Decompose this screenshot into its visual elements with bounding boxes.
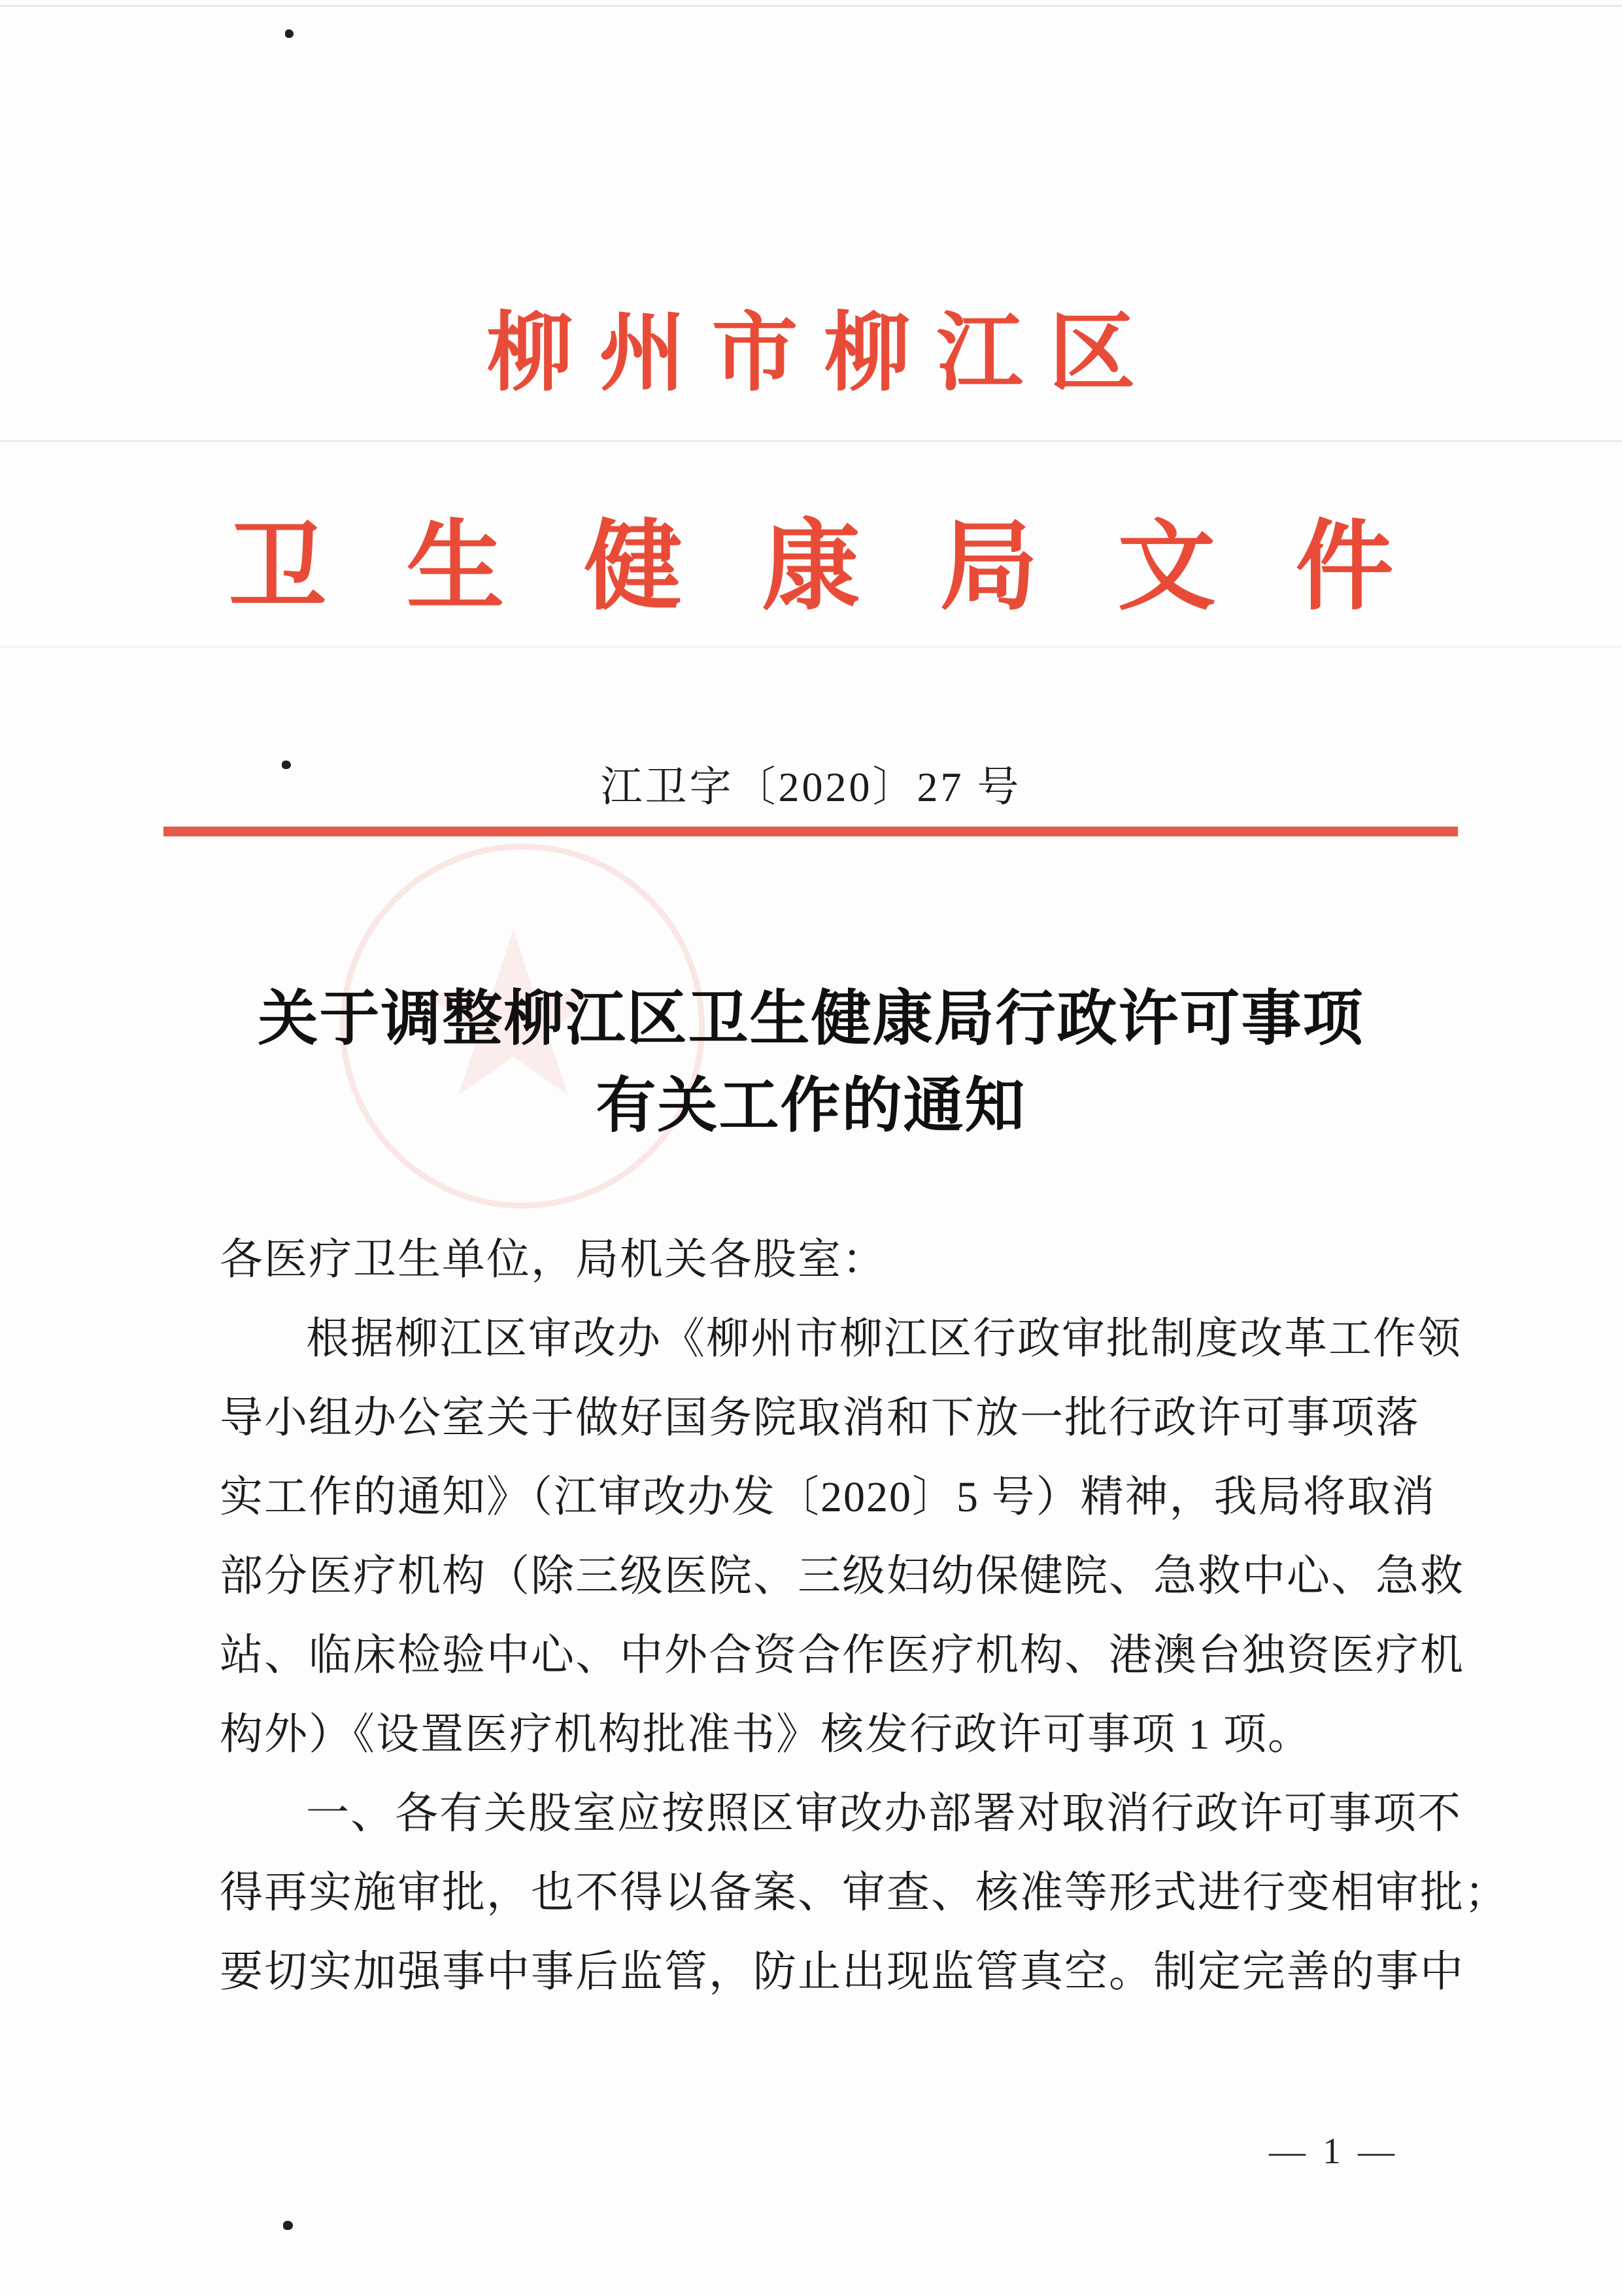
body-line: 得再实施审批，也不得以备案、审查、核准等形式进行变相审批； (220, 1869, 1509, 1917)
scan-artifact-line-lower (0, 646, 1622, 647)
letterhead-org-region: 柳州市柳江区 (486, 305, 1162, 402)
body-line: 根据柳江区审改办《柳州市柳江区行政审批制度改革工作领 (306, 1315, 1462, 1363)
document-body (220, 1220, 1509, 2012)
document-title (0, 976, 1622, 1150)
salutation-line: 各医疗卫生单位，局机关各股室： (220, 1236, 887, 1284)
document-title-line2: 有关工作的通知 (596, 1072, 1026, 1139)
body-line: 实工作的通知》（江审改办发〔2020〕5 号）精神，我局将取消 (220, 1473, 1436, 1521)
body-line: 构外）《设置医疗机构批准书》核发行政许可事项 1 项。 (220, 1711, 1312, 1758)
page-number: — 1 — (1269, 2131, 1398, 2172)
scan-speck-bottom (283, 2221, 293, 2230)
body-line: 要切实加强事中事后监管，防止出现监管真空。制定完善的事中 (220, 1948, 1464, 1996)
scan-artifact-line-top (0, 5, 1622, 7)
body-line: 部分医疗机构（除三级医院、三级妇幼保健院、急救中心、急救 (220, 1552, 1464, 1600)
letterhead-red-rule (163, 827, 1458, 836)
scan-artifact-line-middle (0, 440, 1622, 442)
document-number: 江卫字〔2020〕27 号 (600, 764, 1022, 810)
body-line: 一、各有关股室应按照区审改办部署对取消行政许可事项不 (306, 1790, 1462, 1838)
body-line: 站、临床检验中心、中外合资合作医疗机构、港澳台独资医疗机 (220, 1632, 1464, 1679)
document-title-line1: 关于调整柳江区卫生健康局行政许可事项 (258, 985, 1364, 1052)
body-line: 导小组办公室关于做好国务院取消和下放一批行政许可事项落 (220, 1394, 1420, 1442)
letterhead-org-bureau: 卫生健康局文件 (228, 513, 1474, 622)
scan-speck-top (285, 29, 294, 38)
